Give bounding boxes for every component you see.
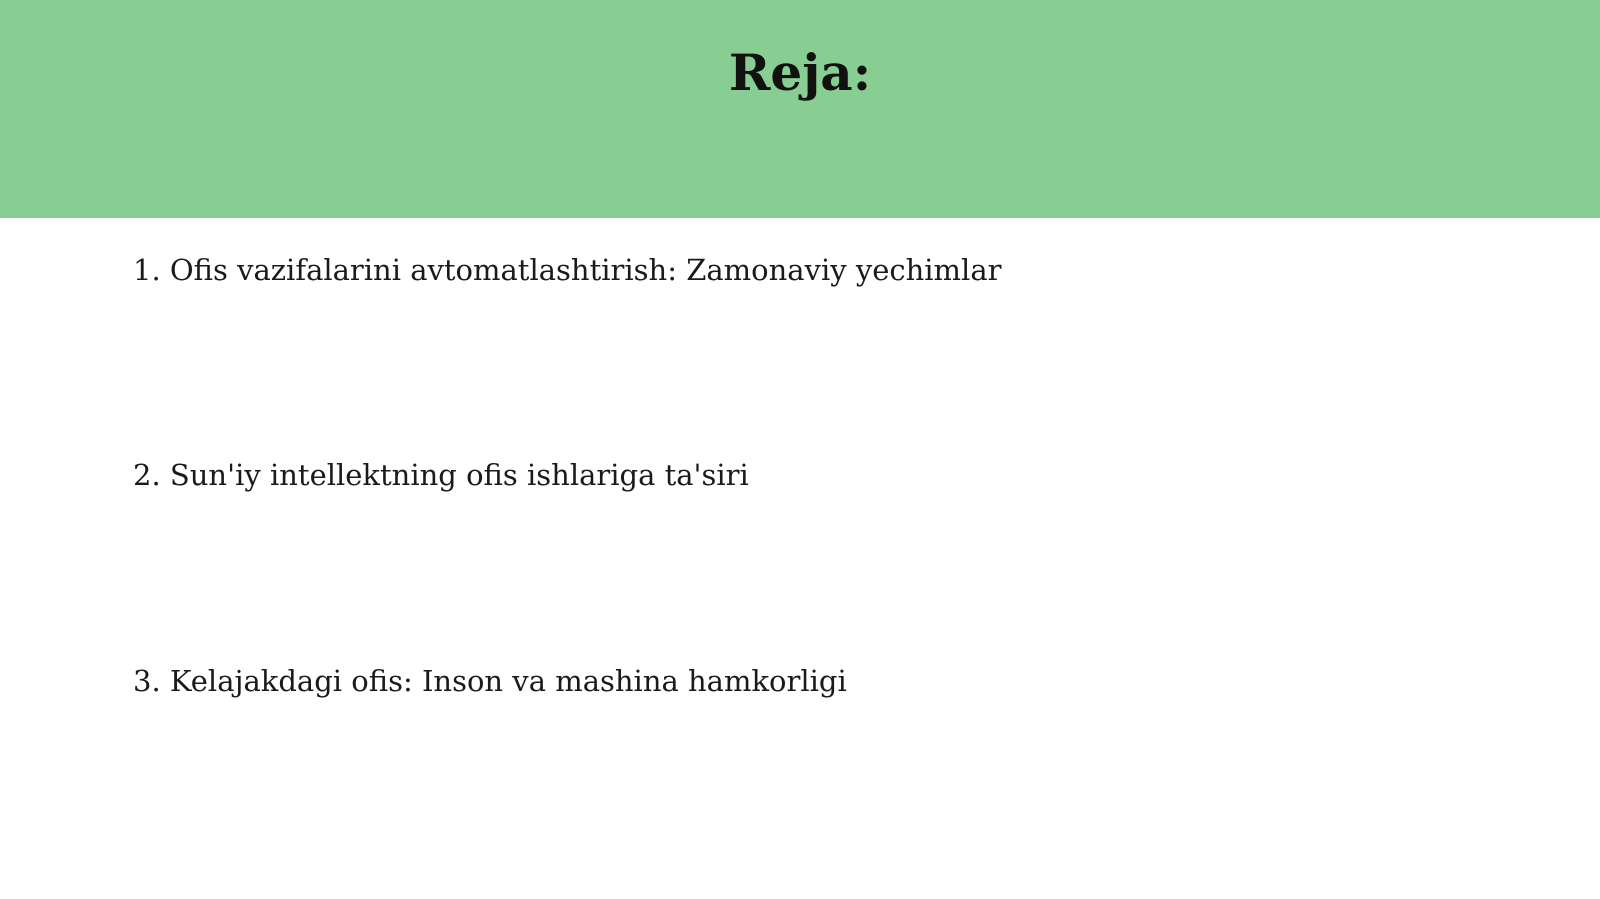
- plan-item-1: 1. Ofis vazifalarini avtomatlashtirish: Zamonaviy yechimlar: [133, 253, 1002, 287]
- plan-item-3: 3. Kelajakdagi ofis: Inson va mashina hamkorligi: [133, 664, 847, 698]
- plan-list: [133, 0, 1513, 899]
- plan-item-2: 2. Sun'iy intellektning ofis ishlariga ta'siri: [133, 458, 749, 492]
- slide-title: Reja:: [728, 43, 872, 102]
